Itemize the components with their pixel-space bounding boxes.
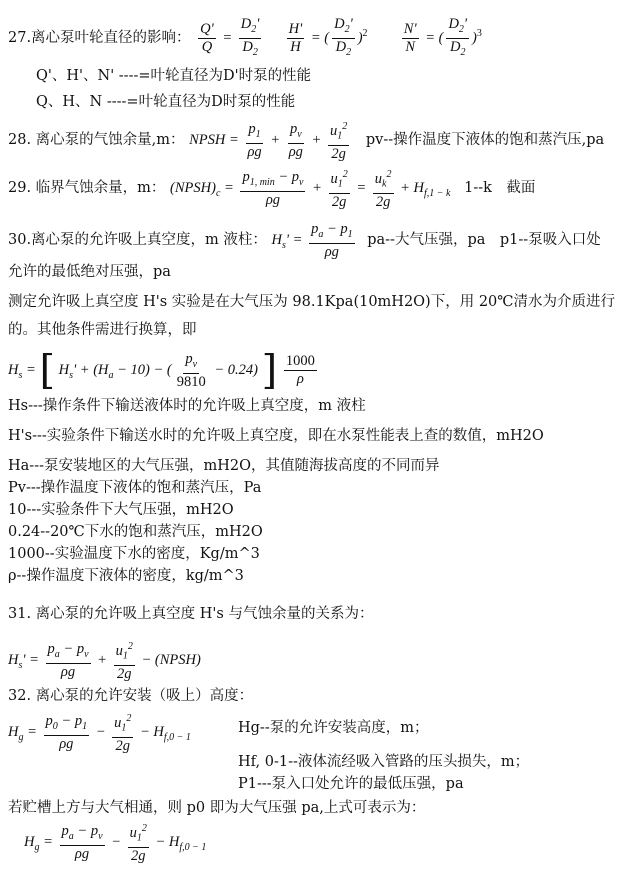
item-27-label: 27.离心泵叶轮直径的影响： [8, 29, 191, 46]
item-30 [8, 218, 601, 268]
item-30-def-rho: ρ--操作温度下液体的密度，kg/m^3 [8, 568, 244, 584]
item-27-def1: Q'、H'、N' ----=叶轮直径为D'时泵的性能 [36, 68, 312, 84]
item-29-label: 29. 临界气蚀余量，m： [8, 180, 166, 196]
formula-32: $H_g$ = $\frac{p_0 - p_1}{\rho g}$ − $\frac{u_1^2}{2g}$ − $H_{f,0 - 1}$ [8, 710, 191, 760]
item-31-label: 31. 离心泵的允许吸上真空度 H's 与气蚀余量的关系为： [8, 606, 374, 622]
item-30-cont: 允许的最低绝对压强，pa [8, 264, 171, 280]
item-30-label: 30.离心泵的允许吸上真空度，m 液柱： [8, 232, 267, 248]
item-30-test2: 的。其他条件需进行换算，即 [8, 322, 197, 338]
item-32-label: 32. 离心泵的允许安装（吸上）高度： [8, 688, 254, 704]
formula-27: $\frac{Q'}{Q}$ = $\frac{D_2'}{D_2}$ $\frac{H'}{H}$ = ( $\frac{D_2'}{D_2}$ )$^2$ $\frac{N'}{N}$ = ( $\frac{D_2'}{D_2}$ )$^3$ [200, 16, 482, 58]
item-30-test1: 测定允许吸上真空度 H's 实验是在大气压为 98.1Kpa(10mH2O)下，用 20℃清水为介质进行 [8, 294, 615, 310]
item-28 [8, 118, 604, 163]
formula-29: $(NPSH)_c$ = $\frac{p_{1, min} - p_v}{\rho g}$ + $\frac{u_1^2}{2g}$ = $\frac{u_k^2}{2g}$ + $H_{f,1 - k}$ [170, 180, 454, 196]
item-30-def-024: 0.24--20℃下水的饱和蒸汽压，mH2O [8, 524, 263, 540]
formula-30: $H_s'$ = $\frac{p_a - p_1}{\rho g}$ [271, 220, 353, 260]
item-27 [8, 14, 482, 61]
item-30-def-hs: Hs---操作条件下输送液体时的允许吸上真空度，m 液柱 [8, 398, 366, 414]
item-28-label: 28. 离心泵的气蚀余量,m： [8, 132, 185, 148]
formula-30-conversion: $H_s$ = [ $H_s' + (H_a - 10)$ − ( $\frac{p_v}{9810}$ − 0.24) ] $\frac{1000}{\rho}$ [8, 347, 315, 394]
item-32-cont: 若贮槽上方与大气相通，则 p0 即为大气压强 pa,上式可表示为： [8, 800, 426, 816]
item-27-def2: Q、H、N ----=叶轮直径为D时泵的性能 [36, 94, 296, 110]
item-30-def-10: 10---实验条件下大气压强，mH2O [8, 502, 234, 518]
item-32-def-hf: Hf, 0-1--液体流经吸入管路的压头损失，m； [238, 754, 530, 770]
item-32-def-hg: Hg--泵的允许安装高度，m； [238, 720, 429, 736]
item-30-def-ha: Ha---泵安装地区的大气压强，mH2O，其值随海拔高度的不同而异 [8, 458, 440, 474]
formula-31: $H_s'$ = $\frac{p_a - p_v}{\rho g}$ + $\frac{u_1^2}{2g}$ − (NPSH) [8, 638, 201, 688]
item-30-def-1000: 1000--实验温度下水的密度，Kg/m^3 [8, 546, 260, 562]
item-30-def-hs-prime: H's---实验条件下输送水时的允许吸上真空度，即在水泵性能表上查的数值，mH2O [8, 428, 544, 444]
item-30-def-pv: Pv---操作温度下液体的饱和蒸汽压，Pa [8, 480, 262, 496]
item-32-def-p1: P1---泵入口处允许的最低压强，pa [238, 776, 464, 792]
item-30-note: pa--大气压强，pa p1--泵吸入口处 [367, 232, 601, 248]
item-29-note: 1--k 截面 [464, 180, 536, 196]
item-28-note: pv--操作温度下液体的饱和蒸汽压,pa [365, 132, 605, 148]
formula-32-atm: $H_g$ = $\frac{p_a - p_v}{\rho g}$ − $\frac{u_1^2}{2g}$ − $H_{f,0 - 1}$ [24, 820, 206, 870]
formula-28: NPSH = $\frac{p_1}{\rho g}$ + $\frac{p_v}{\rho g}$ + $\frac{u_1^2}{2g}$ [189, 132, 356, 148]
item-29 [8, 166, 535, 216]
